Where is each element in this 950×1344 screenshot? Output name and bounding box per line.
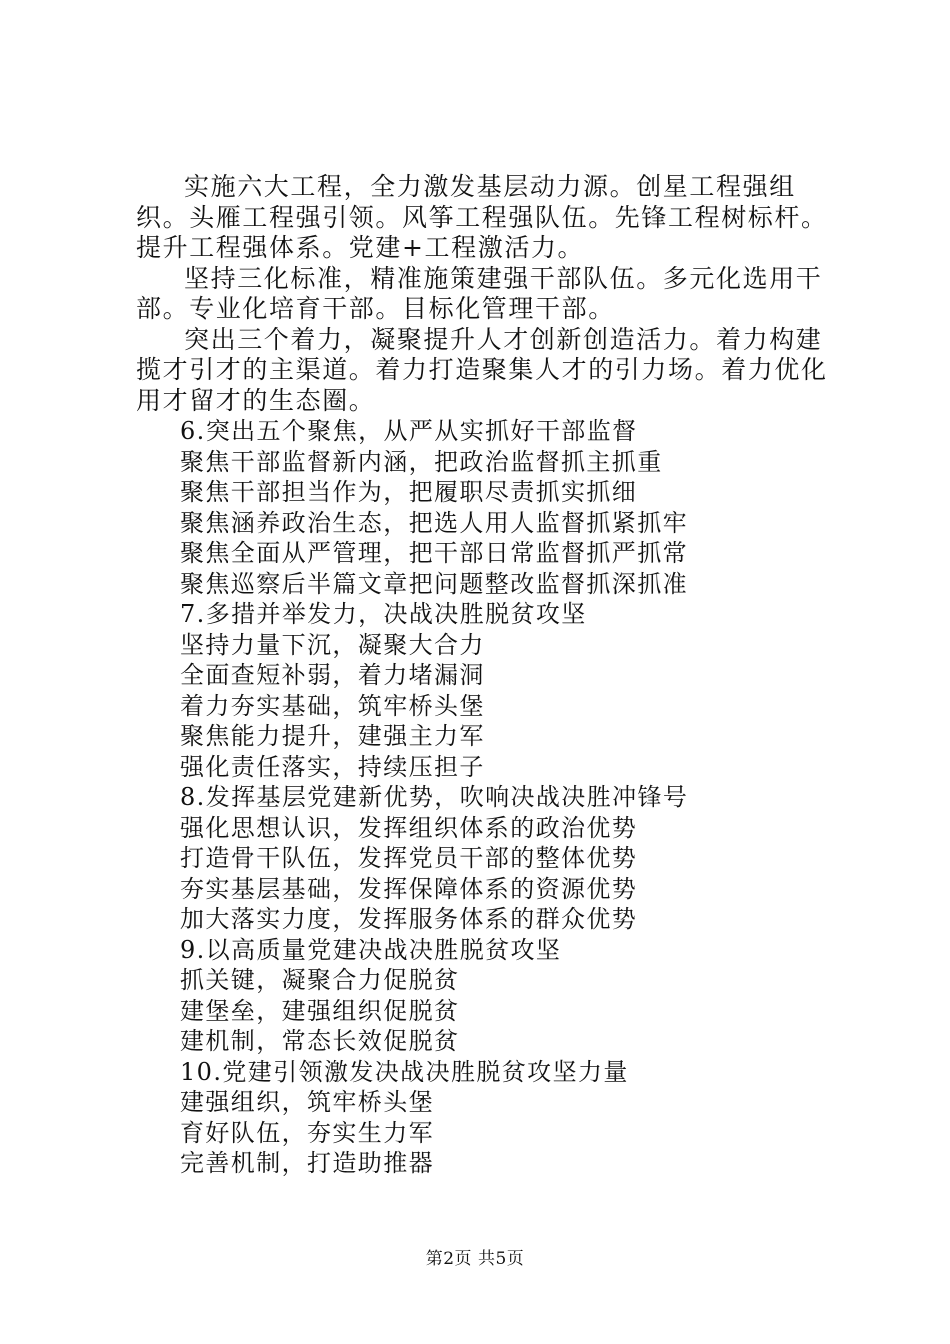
list-item: 强化责任落实，持续压担子 — [180, 752, 485, 781]
paragraph: 突出三个着力，凝聚提升人才创新创造活力。着力构建揽才引才的主渠道。着力打造聚集人才的引力场。着力优化用才留才的生态圈。 — [136, 324, 828, 415]
list-item: 建机制，常态长效促脱贫 — [180, 1027, 460, 1055]
list-item: 建堡垒，建强组织促脱贫 — [180, 996, 460, 1025]
list-item: 打造骨干队伍，发挥党员干部的整体优势 — [180, 844, 638, 872]
list-item: 建强组织，筑牢桥头堡 — [180, 1088, 434, 1116]
list-item: 聚焦全面从严管理，把干部日常监督抓严抓常 — [180, 539, 688, 567]
list-item: 育好队伍，夯实生力军 — [180, 1118, 434, 1147]
paragraph: 坚持三化标准，精准施策建强干部队伍。多元化选用干部。专业化培育干部。目标化管理干部。 — [136, 263, 823, 323]
list-item: 聚焦干部监督新内涵，把政治监督抓主抓重 — [180, 447, 663, 476]
section-heading: 10.党建引领激发决战决胜脱贫攻坚力量 — [180, 1057, 629, 1086]
list-item: 聚焦涵养政治生态，把选人用人监督抓紧抓牢 — [180, 508, 688, 537]
section-heading: 9.以高质量党建决战决胜脱贫攻坚 — [180, 935, 562, 964]
list-item: 聚焦能力提升，建强主力军 — [180, 722, 485, 750]
section-heading: 8.发挥基层党建新优势，吹响决战决胜冲锋号 — [180, 783, 689, 811]
list-item: 加大落实力度，发挥服务体系的群众优势 — [180, 905, 638, 933]
list-item: 聚焦干部担当作为，把履职尽责抓实抓细 — [180, 478, 638, 506]
document-body — [136, 172, 841, 1179]
page-footer: 第2页 共5页 — [425, 1249, 525, 1269]
paragraph: 实施六大工程，全力激发基层动力源。创星工程强组织。头雁工程强引领。风筝工程强队伍。先锋工程树标杆。提升工程强体系。党建+工程激活力。 — [136, 172, 828, 262]
list-item: 夯实基层基础，发挥保障体系的资源优势 — [180, 874, 638, 903]
list-item: 着力夯实基础，筑牢桥头堡 — [180, 691, 485, 720]
section-heading: 7.多措并举发力，决战决胜脱贫攻坚 — [180, 600, 587, 628]
list-item: 坚持力量下沉，凝聚大合力 — [180, 630, 485, 659]
list-item: 全面查短补弱，着力堵漏洞 — [180, 661, 485, 689]
list-item: 完善机制，打造助推器 — [180, 1149, 434, 1177]
list-item: 聚焦巡察后半篇文章把问题整改监督抓深抓准 — [180, 569, 688, 598]
list-item: 抓关键，凝聚合力促脱贫 — [180, 966, 460, 994]
list-item: 强化思想认识，发挥组织体系的政治优势 — [180, 813, 638, 842]
section-heading: 6.突出五个聚焦，从严从实抓好干部监督 — [180, 417, 638, 445]
